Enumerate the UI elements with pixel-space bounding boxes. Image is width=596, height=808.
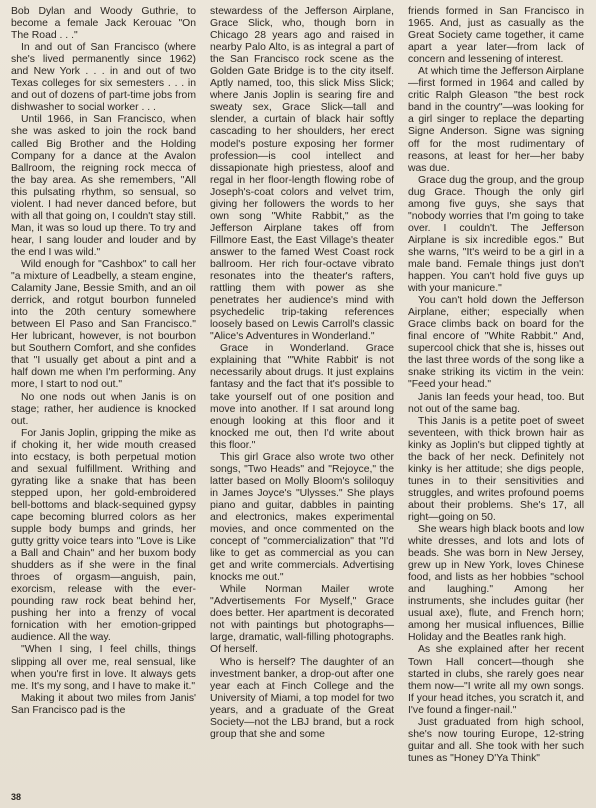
text-column-1 (11, 6, 196, 717)
page-number: 38 (11, 792, 22, 802)
paragraph: Just graduated from high school, she's now touring Europe, 12-string guitar and all. She took with her such tunes as "Honey D'Ya Think" (408, 716, 584, 764)
paragraph: stewardess of the Jefferson Airplane, Grace Slick, who, though born in Chicago 28 years ago and raised in nearby Palo Alto, is as integral a part of the San Francisco rock scene as the Golden Gate Bridge is to the city itself. Aptly named, too, this slick Miss Slick; where Janis Joplin is searing fire and sweaty sex, Grace Slick—tall and slender, a curtain of black hair softly cascading to her shoulders, her erect model's posture exposing her former profession—is cool intellect and dissapionate high priestess, aloof and regal in her floor-length flowing robe of Joseph's-coat colors and velvet trim, giving her followers the words to her own song "White Rabbit," as the Jefferson Airplane takes off from Fillmore East, the East Village's theater answer to the famed West Coast rock ballroom. Her rich four-octave vibrato resonates into the theater's rafters, rattling them with power as she penetrates her audience's mind with psychedelic trip-taking references loosely based on Lewis Carroll's classic "Alice's Adventures in Wonderland." (210, 6, 394, 343)
paragraph: Grace dug the group, and the group dug Grace. Though the only girl among five guys, she says that "nobody worries that I'm going to take over. I couldn't. The Jefferson Airplane is six incredible egos." But she warns, "It's weird to be a girl in a male band. Female things just don't happen. You can't hold five guys up with your manicure." (408, 174, 584, 295)
paragraph: Wild enough for "Cashbox" to call her "a mixture of Leadbelly, a steam engine, Calamity Jane, Bessie Smith, and an oil derrick, and rotgut bourbon funneled into the 20th century somewhere between El Paso and San Francisco." Her lubricant, however, is not bourbon but Southern Comfort, and she confides that "I usually get about a pint and a half down me when I'm performing. Any more, I start to nod out." (11, 258, 196, 391)
paragraph: Janis Ian feeds your head, too. But not out of the same bag. (408, 391, 584, 415)
paragraph: Grace in Wonderland. Grace explaining that "'White Rabbit' is not necessarily about drugs. It just explains fantasy and the fact that it's possible to take yourself out of one position and move into another. If I sat around long enough looking at this floor and it knocked me out, then I'd write about this floor." (210, 343, 394, 451)
paragraph: She wears high black boots and low white dresses, and lots and lots of beads. She was born in New Jersey, grew up in New York, loves Chinese food, and lists as her hobbies "school and laughing." Among her instruments, she includes guitar (her usual axe), flute, and French horn; among her musical influences, Billie Holiday and the Beatles rank high. (408, 524, 584, 644)
paragraph: As she explained after her recent Town Hall concert—though she started in clubs, she rarely goes near them now—"I write all my own songs. If your head itches, you scratch it, and I've found a finger-nail." (408, 644, 584, 716)
paragraph: In and out of San Francisco (where she's lived permanently since 1962) and New York . . . in and out of two Texas colleges for six semesters . . . in and out of dozens of part-time jobs from dishwasher to social worker . . . (11, 42, 196, 114)
paragraph: Until 1966, in San Francisco, when she was asked to join the rock band called Big Brother and the Holding Company for a dance at the Avalon Ballroom, the reigning rock mecca of the bay area. As she remembers, "All this pulsating rhythm, so sensual, so violent. I had never danced before, but with all that going on, I couldn't stay still. Man, it was so loud up there. To try and hear, I sang louder and louder and by the end I was wild." (11, 114, 196, 258)
paragraph: This girl Grace also wrote two other songs, "Two Heads" and "Rejoyce," the latter based on Molly Bloom's soliloquy in James Joyce's "Ulysses." She plays piano and guitar, dabbles in painting and electronics, makes experimental movies, and once commented on the concept of "commercialization" that "I'd like to get as commercial as you can get and write commercials. Advertising knocks me out." (210, 451, 394, 584)
paragraph: Bob Dylan and Woody Guthrie, to become a female Jack Kerouac "On The Road . . ." (11, 6, 196, 42)
paragraph: This Janis is a petite poet of sweet seventeen, with thick brown hair as kinky as Joplin's but clipped tightly at the back of her neck. Definitely not kinky is her attitude; she digs people, tunes in to their sensitivities and struggles, and writes profound poems about their problems. She's 17, all right—going on 50. (408, 415, 584, 523)
paragraph: Making it about two miles from Janis' San Francisco pad is the (11, 692, 196, 716)
paragraph: Who is herself? The daughter of an investment banker, a drop-out after one year each at Finch College and the University of Miami, a top model for two years, and a graduate of the Great Society—not the LBJ brand, but a rock group that she and some (210, 656, 394, 740)
paragraph: For Janis Joplin, gripping the mike as if choking it, her wide mouth creased into ecstacy, is both perpetual motion and sexual fulfillment. Writhing and gyrating like a snake that has been stepped upon, her gold-embroidered bell-bottoms and black-sequined gypsy cape becoming blurred colors as her supple body bumps and grinds, her gutty gritty voice tears into "Love is Like a Ball and Chain" and her buxom body shudders as if she were in the final throes of orgasm—anguish, pain, exorcism, release with the ever-pounding raw rock beat behind her, pushing her into a frenzy of vocal fornication with her emotion-gripped audience. All the way. (11, 427, 196, 644)
paragraph: "When I sing, I feel chills, things slipping all over me, real sensual, like when you're first in love. It always gets me. It's my song, and I have to make it." (11, 644, 196, 692)
paragraph: While Norman Mailer wrote "Advertisements For Myself," Grace does better. Her apartment is decorated not with paintings but photographs—large, dramatic, wall-filling photographs. Of herself. (210, 584, 394, 656)
text-column-3 (408, 6, 584, 765)
text-column-2 (210, 6, 394, 741)
paragraph: At which time the Jefferson Airplane—first formed in 1964 and called by critic Ralph Gleason "the best rock band in the country"—was looking for a girl singer to replace the departing Signe Anderson. Signe was signing off for the most rudimentary of reasons, at least for her—her baby was due. (408, 66, 584, 174)
paragraph: You can't hold down the Jefferson Airplane, either; especially when Grace climbs back on board for the final encore of "White Rabbit." And, supercool chick that she is, hisses out the last three words of the song like a snake striking its victim in the vein: "Feed your head." (408, 295, 584, 391)
paragraph: friends formed in San Francisco in 1965. And, just as casually as the Great Society came together, it came apart a year later—from lack of concern and lessening of interest. (408, 6, 584, 66)
paragraph: No one nods out when Janis is on stage; rather, her audience is knocked out. (11, 391, 196, 427)
